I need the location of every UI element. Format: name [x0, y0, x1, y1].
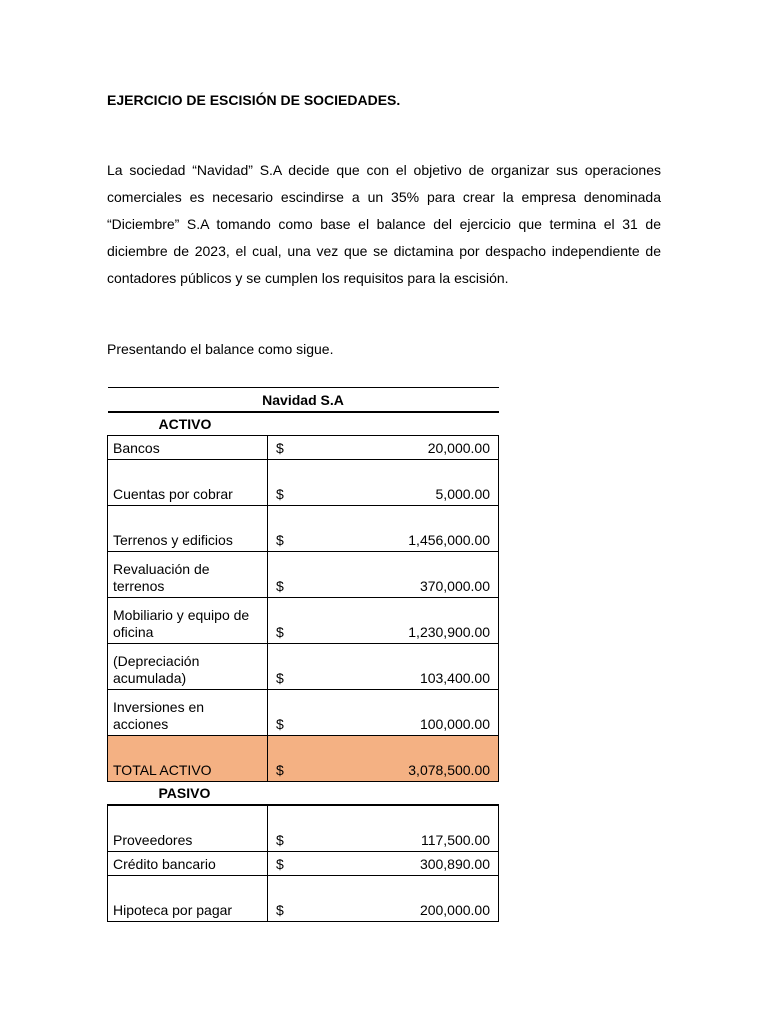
currency-symbol: $ — [268, 690, 304, 736]
currency-symbol: $ — [268, 736, 304, 782]
currency-symbol: $ — [268, 506, 304, 552]
account-value: 200,000.00 — [304, 876, 499, 922]
currency-symbol: $ — [268, 876, 304, 922]
currency-symbol: $ — [268, 644, 304, 690]
table-row — [108, 598, 499, 644]
currency-symbol: $ — [268, 805, 304, 852]
table-row — [108, 690, 499, 736]
account-value: 103,400.00 — [304, 644, 499, 690]
currency-symbol: $ — [268, 598, 304, 644]
table-row — [108, 805, 499, 852]
table-row — [108, 552, 499, 598]
pasivo-heading: PASIVO — [158, 785, 211, 801]
currency-symbol: $ — [268, 460, 304, 506]
intro-text: Presentando el balance como sigue. — [107, 341, 334, 357]
account-label: Terrenos y edificios — [108, 506, 268, 552]
table-row — [108, 876, 499, 922]
table-row — [108, 506, 499, 552]
body-paragraph: La sociedad “Navidad” S.A decide que con el objetivo de organizar sus operaciones comerciales es necesario escindirse a un 35% para crear la empresa denominada “Diciembre” S.A tomando como base el balance del ejercicio que termina el 31 de diciembre de 2023, el cual, una vez que se dictamina por despacho independiente de contadores públicos y se cumplen los requisitos para la escisión. — [107, 162, 661, 286]
section-activo — [108, 412, 499, 436]
table-row — [108, 852, 499, 876]
account-label: (Depreciación acumulada) — [108, 644, 268, 690]
account-value: 1,230,900.00 — [304, 598, 499, 644]
account-value: 370,000.00 — [304, 552, 499, 598]
account-label: Mobiliario y equipo de oficina — [108, 598, 268, 644]
account-label: Revaluación de terrenos — [108, 552, 268, 598]
table-row — [108, 644, 499, 690]
currency-symbol: $ — [268, 852, 304, 876]
account-value: 100,000.00 — [304, 690, 499, 736]
account-label: Proveedores — [108, 805, 268, 852]
account-label: Bancos — [108, 436, 268, 460]
account-label: Crédito bancario — [108, 852, 268, 876]
total-activo-value: 3,078,500.00 — [304, 736, 499, 782]
account-value: 1,456,000.00 — [304, 506, 499, 552]
table-row — [108, 460, 499, 506]
account-value: 300,890.00 — [304, 852, 499, 876]
section-pasivo — [108, 782, 499, 806]
activo-heading: ACTIVO — [158, 416, 212, 432]
document-title: EJERCICIO DE ESCISIÓN DE SOCIEDADES. — [107, 92, 401, 108]
table-header-row — [108, 388, 499, 413]
account-label: Inversiones en acciones — [108, 690, 268, 736]
account-value: 5,000.00 — [304, 460, 499, 506]
currency-symbol: $ — [268, 436, 304, 460]
account-value: 117,500.00 — [304, 805, 499, 852]
account-label: Cuentas por cobrar — [108, 460, 268, 506]
currency-symbol: $ — [268, 552, 304, 598]
table-row — [108, 436, 499, 460]
account-value: 20,000.00 — [304, 436, 499, 460]
total-activo-label: TOTAL ACTIVO — [108, 736, 268, 782]
total-activo-row — [108, 736, 499, 782]
balance-table — [107, 387, 499, 922]
account-label: Hipoteca por pagar — [108, 876, 268, 922]
company-name: Navidad S.A — [108, 388, 499, 413]
